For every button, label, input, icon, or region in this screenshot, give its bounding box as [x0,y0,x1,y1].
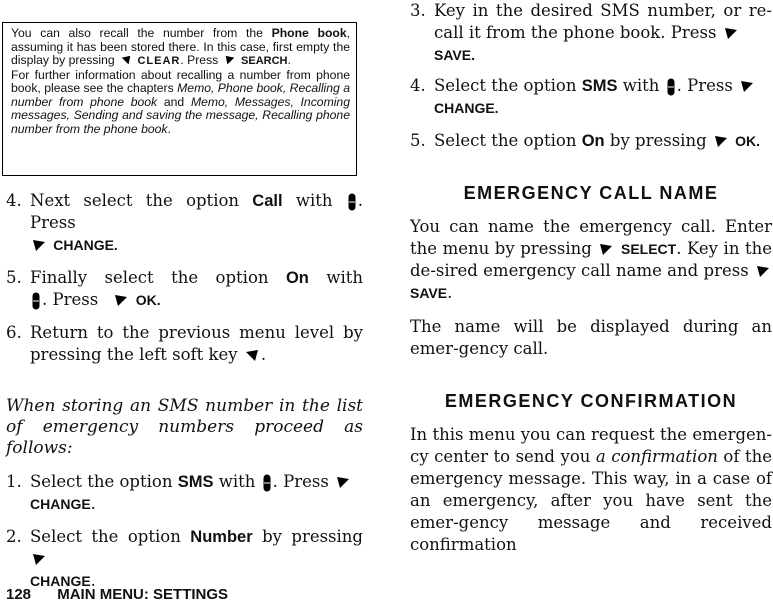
step-text: . [90,494,96,513]
clear-label: CLEAR [137,55,181,67]
step-text: . [90,571,96,590]
option-call: Call [252,192,283,210]
emergency-call-name-heading: EMERGENCY CALL NAME [463,183,719,203]
step-1-left [6,471,363,515]
step-text: Select the option [30,527,181,546]
option-on: On [581,132,605,150]
step-number: 6. [6,323,22,342]
info-text: You can also recall the number from the [11,26,263,40]
step-text: with [622,76,660,95]
step-text: with [295,191,333,210]
select-label: SELECT [620,241,677,257]
navigation-key-icon [667,78,675,96]
right-soft-key-icon [114,294,128,308]
body-text: In this menu you can request the emergen-cy center to send you [410,425,772,466]
step-4-left [6,190,363,256]
body-text: You can name the emergency call. Enter the menu by pressing [410,217,772,258]
step-number: 5. [6,268,22,287]
navigation-key-icon [32,292,40,310]
left-column [6,190,363,603]
step-2-left [6,526,363,592]
info-paragraph-2 [11,69,350,137]
step-number: 1. [6,472,22,491]
step-text: Select the option [30,472,173,491]
step-number: 2. [6,527,22,546]
step-text: Next select the option [30,191,240,210]
option-sms: SMS [177,473,214,491]
info-text: and [163,94,185,109]
step-5-right [410,130,772,152]
right-soft-key-icon [724,27,738,41]
right-soft-key-icon [336,476,350,490]
ok-label: OK. [735,133,761,149]
step-text: Finally select the option [30,268,269,287]
page-number: 128 [6,586,32,603]
step-text: Select the option [434,131,577,150]
body-text: . Key in the de-sired emergency call name and press [410,239,773,280]
chapter-ref: Memo, Phone book, Recalling a number from phone book [11,81,351,109]
step-text: Select the option [434,76,577,95]
ok-label: OK. [135,292,161,308]
confirmation-emphasis: a confirmation [595,447,718,466]
emergency-confirmation-paragraph [410,424,772,556]
step-number: 5. [410,131,426,150]
section-title: MAIN MENU: SETTINGS [57,586,229,603]
body-text: . [447,283,453,302]
step-3-right [410,0,772,66]
right-soft-key-icon [32,553,46,567]
info-text: , assuming it has been stored there. In this case, first empty the display by pressing [11,26,350,67]
right-soft-key-icon [224,55,236,67]
step-text: . Press [42,290,99,309]
info-text: . [167,121,171,136]
step-text: with [326,268,364,287]
right-soft-key-icon [756,265,770,279]
sms-number-heading: When storing an SMS number in the list of emergency numbers proceed as follows: [6,396,363,458]
info-paragraph-1 [11,27,350,69]
page-footer [6,586,228,603]
phone-book-label: Phone book [271,26,347,40]
option-on: On [285,269,309,287]
change-label: CHANGE [30,496,91,512]
save-label: SAVE. [434,47,475,63]
step-text: . Press [676,76,733,95]
option-sms: SMS [581,77,618,95]
step-text: Key in the desired SMS number, or re-call it from the phone book. Press [434,1,772,42]
step-text: . Press [272,472,329,491]
info-text: . Press [180,53,219,67]
step-6-left [6,322,363,366]
chapter-ref: Memo, Messages, Incoming messages, Sending and saving the message, Recalling phone number from the phone book [11,94,350,136]
change-label: CHANGE [30,573,91,589]
left-soft-key-icon [245,349,259,363]
save-label: SAVE [410,285,448,301]
step-text: . Press [30,191,364,232]
change-label: CHANGE. [434,100,499,116]
right-soft-key-icon [32,239,46,253]
step-text: by pressing [262,527,363,546]
step-4-right [410,75,772,119]
emergency-call-name-paragraph [410,216,772,304]
navigation-key-icon [263,474,271,492]
info-box [2,22,357,176]
step-text: with [218,472,256,491]
step-text: Return to the previous menu level by pressing the left soft key [30,323,363,364]
left-soft-key-icon [120,55,132,67]
step-5-left [6,267,363,311]
search-label: SEARCH [241,55,288,67]
right-column [410,0,772,568]
step-number: 4. [410,76,426,95]
right-soft-key-icon [740,80,754,94]
option-number: Number [190,528,253,546]
step-number: 3. [410,1,426,20]
emergency-confirmation-heading: EMERGENCY CONFIRMATION [444,391,738,411]
info-text: . [287,53,291,67]
step-text: . [260,345,267,364]
step-text: by pressing [609,131,707,150]
emergency-display-paragraph: The name will be displayed during an emer-gency call. [410,317,772,358]
step-number: 4. [6,191,22,210]
info-text: For further information about recalling a number from phone book, please see the chapters [11,67,350,95]
right-soft-key-icon [599,243,613,257]
navigation-key-icon [348,193,356,211]
right-soft-key-icon [714,135,728,149]
body-text: of the emergency message. This way, in a case of an emergency, after you have sent the emer-gency message and received confirmation [410,447,772,554]
change-label: CHANGE. [53,237,118,253]
